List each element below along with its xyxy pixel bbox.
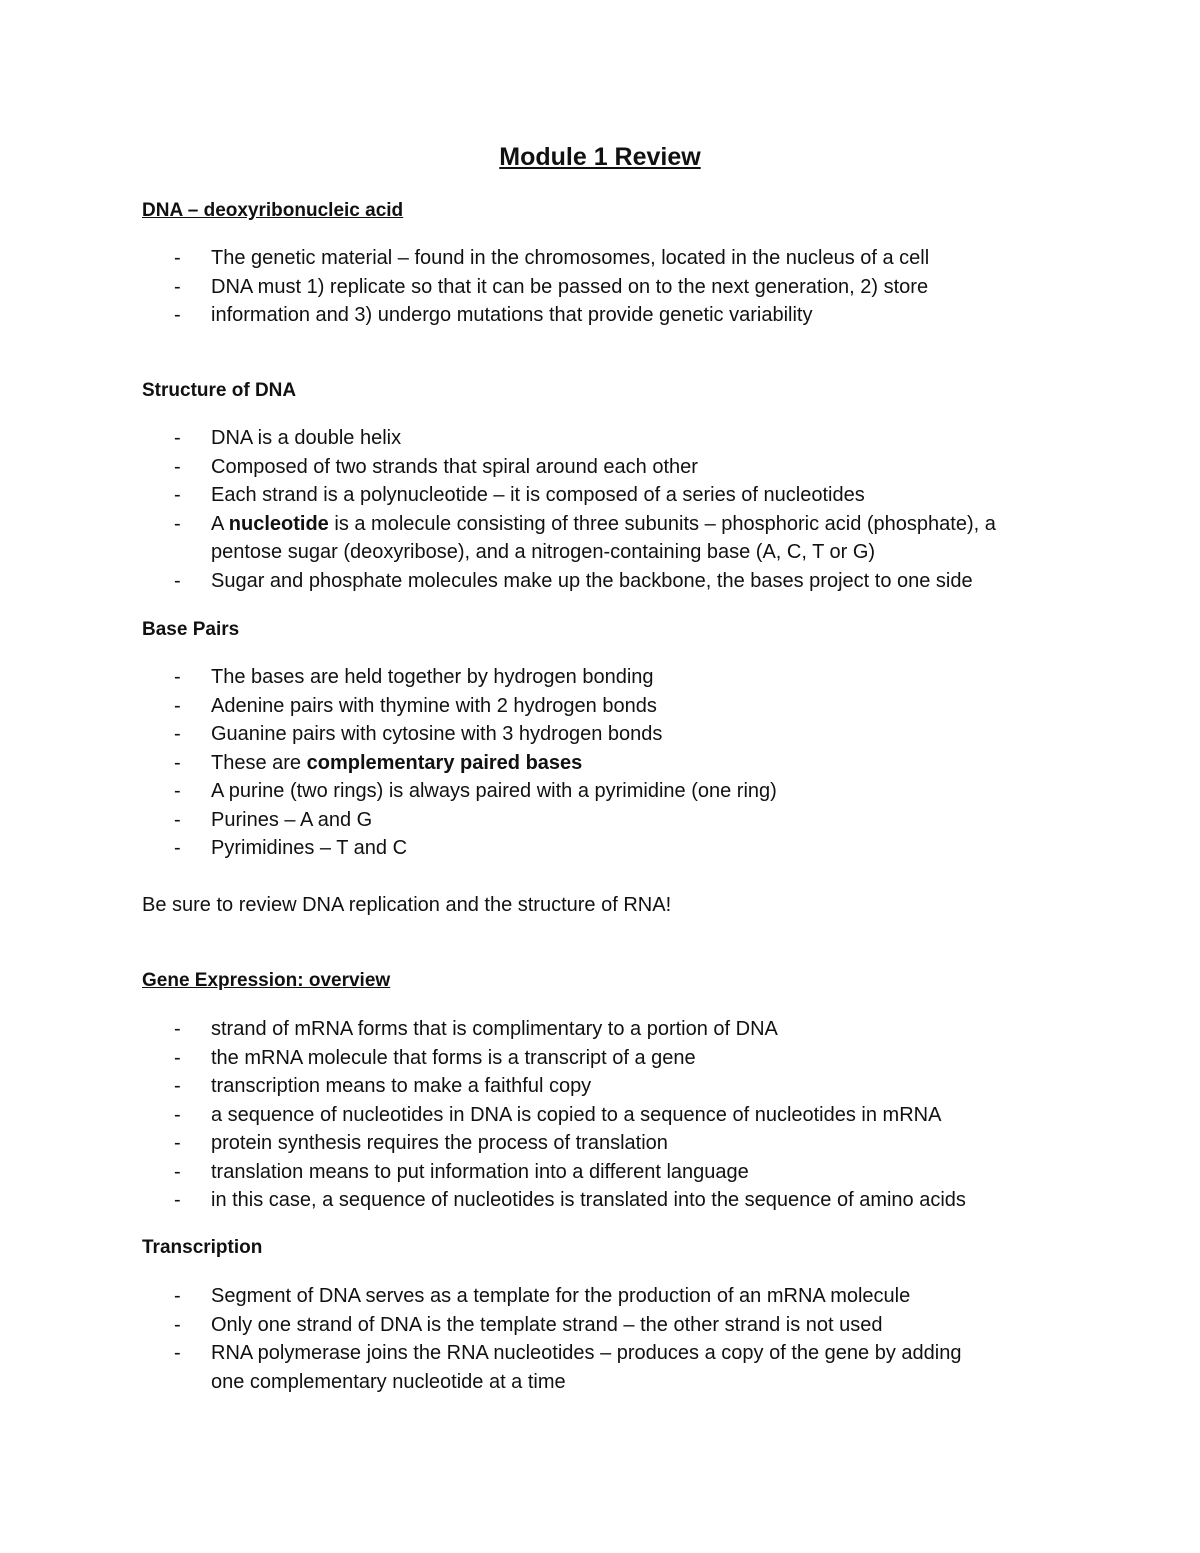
heading-dna: DNA – deoxyribonucleic acid (142, 200, 404, 221)
bullet-dash: - (174, 275, 181, 298)
bullet-dash: - (174, 1189, 181, 1211)
list-item: - in this case, a sequence of nucleotides is translated into the sequence of amino acids (0, 1186, 1091, 1215)
list-structure (0, 424, 1091, 595)
list-item: - Sugar and phosphate molecules make up the backbone, the bases project to one side (0, 567, 1091, 596)
heading-transcription: Transcription (142, 1237, 263, 1258)
bullet-dash: - (174, 1132, 181, 1154)
bullet-dash: - (174, 1046, 181, 1069)
bullet-dash: - (174, 837, 181, 859)
list-base-pairs (0, 663, 1091, 863)
bullet-dash: - (174, 484, 181, 506)
bullet-dash: - (174, 247, 181, 269)
bullet-dash: - (174, 666, 181, 688)
review-note: Be sure to review DNA replication and the structure of RNA! (142, 894, 672, 916)
list-item: - Each strand is a polynucleotide – it is composed of a series of nucleotides (0, 481, 1091, 510)
list-item: - A purine (two rings) is always paired with a pyrimidine (one ring) (0, 777, 1091, 806)
bullet-dash: - (174, 723, 181, 745)
list-item-complementary: - These are complementary paired bases (0, 749, 1091, 778)
list-item: - strand of mRNA forms that is complimentary to a portion of DNA (0, 1015, 1091, 1044)
list-item: - a sequence of nucleotides in DNA is copied to a sequence of nucleotides in mRNA (0, 1101, 1091, 1130)
bullet-dash: - (174, 694, 181, 717)
list-item: - Pyrimidines – T and C (0, 834, 1091, 863)
list-item: - information and 3) undergo mutations that provide genetic variability (0, 301, 1091, 330)
bullet-dash: - (174, 569, 181, 592)
heading-structure-of-dna: Structure of DNA (142, 380, 297, 401)
bullet-dash: - (174, 780, 181, 802)
bullet-dash: - (174, 304, 181, 326)
bullet-dash: - (174, 1313, 181, 1336)
bullet-dash: - (174, 455, 181, 478)
term-nucleotide: nucleotide (228, 512, 329, 535)
bullet-dash: - (174, 751, 181, 774)
list-item: - translation means to put information into a different language (0, 1158, 1091, 1187)
list-item-nucleotide: - A nucleotide is a molecule consisting of three subunits – phosphoric acid (phosphate), a pentose sugar (deoxyribose), and a nitrogen-containing base (A, C, T or G) (0, 510, 1091, 567)
bullet-dash: - (174, 1075, 181, 1097)
bullet-dash: - (174, 1285, 181, 1307)
list-item: - Composed of two strands that spiral around each other (0, 453, 1091, 482)
list-item: - Purines – A and G (0, 806, 1091, 835)
list-item: - the mRNA molecule that forms is a transcript of a gene (0, 1044, 1091, 1073)
list-item: - Only one strand of DNA is the template strand – the other strand is not used (0, 1311, 1091, 1340)
list-gene-expression (0, 1015, 1091, 1215)
bullet-dash: - (174, 427, 181, 449)
bullet-dash: - (174, 512, 181, 535)
term-complementary-paired-bases: complementary paired bases (306, 751, 583, 774)
list-item: - protein synthesis requires the process of translation (0, 1129, 1091, 1158)
list-item: - Segment of DNA serves as a template for the production of an mRNA molecule (0, 1282, 1091, 1311)
bullet-dash: - (174, 1018, 181, 1040)
page-title: Module 1 Review (499, 143, 701, 171)
list-dna (0, 244, 1091, 330)
list-item: - DNA must 1) replicate so that it can be passed on to the next generation, 2) store (0, 273, 1091, 302)
heading-gene-expression: Gene Expression: overview (142, 970, 391, 991)
list-item: - Guanine pairs with cytosine with 3 hydrogen bonds (0, 720, 1091, 749)
list-item: - RNA polymerase joins the RNA nucleotides – produces a copy of the gene by adding one complementary nucleotide at a time (0, 1339, 1091, 1396)
list-item: - The genetic material – found in the chromosomes, located in the nucleus of a cell (0, 244, 1091, 273)
bullet-dash: - (174, 1342, 181, 1364)
bullet-dash: - (174, 1160, 181, 1183)
list-item: - transcription means to make a faithful copy (0, 1072, 1091, 1101)
list-item: - The bases are held together by hydrogen bonding (0, 663, 1091, 692)
list-transcription (0, 1282, 1091, 1396)
heading-base-pairs: Base Pairs (142, 619, 240, 640)
list-item: - DNA is a double helix (0, 424, 1091, 453)
list-item: - Adenine pairs with thymine with 2 hydrogen bonds (0, 692, 1091, 721)
bullet-dash: - (174, 808, 181, 831)
bullet-dash: - (174, 1103, 181, 1126)
